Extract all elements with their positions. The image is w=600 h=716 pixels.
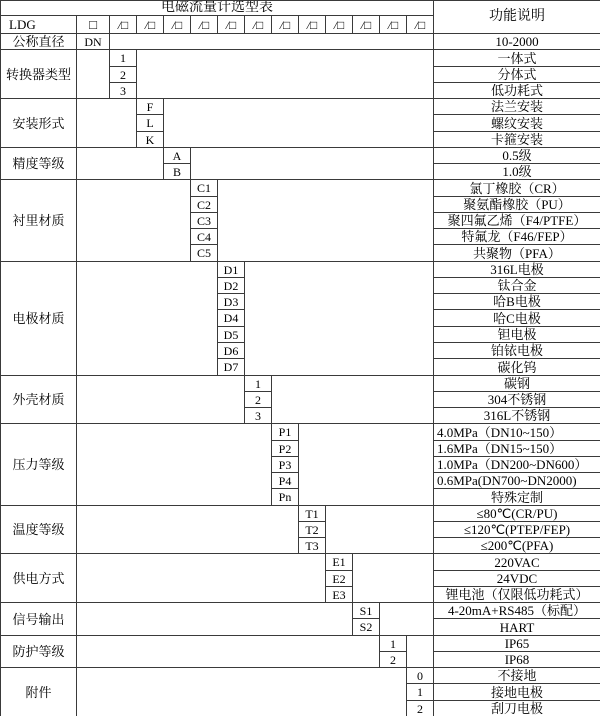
blank-cell — [110, 34, 433, 49]
model-slot-cell: /□ — [191, 16, 217, 33]
code-cell: S1 — [353, 603, 379, 618]
function-cell: 碳化钨 — [434, 359, 600, 375]
function-cell: ≤120℃(PTEP/FEP) — [434, 522, 600, 537]
function-cell: 法兰安装 — [434, 99, 600, 114]
code-cell: 2 — [380, 652, 406, 667]
code-cell: K — [137, 132, 163, 147]
code-cell: D1 — [218, 262, 244, 277]
blank-cell — [272, 376, 433, 423]
group-label: 供电方式 — [1, 554, 76, 602]
blank-cell — [407, 636, 433, 667]
blank-cell — [218, 180, 433, 261]
function-cell: 4.0MPa（DN10~150） — [434, 424, 600, 440]
function-cell: 低功耗式 — [434, 83, 600, 98]
blank-cell — [380, 603, 433, 635]
code-cell: C4 — [191, 229, 217, 244]
blank-cell — [77, 180, 190, 261]
function-cell: IP65 — [434, 636, 600, 651]
model-slot-cell: /□ — [110, 16, 136, 33]
group-label: 信号输出 — [1, 603, 76, 635]
model-slot-cell: /□ — [164, 16, 190, 33]
function-cell: 哈B电极 — [434, 294, 600, 309]
function-cell: 特殊定制 — [434, 489, 600, 505]
group-label: 转换器类型 — [1, 50, 76, 98]
group-label: 外壳材质 — [1, 376, 76, 423]
code-cell: P3 — [272, 457, 298, 472]
group-label: 电极材质 — [1, 262, 76, 375]
blank-cell — [77, 554, 325, 602]
function-cell: ≤80℃(CR/PU) — [434, 506, 600, 521]
function-cell: 氯丁橡胶（CR） — [434, 180, 600, 196]
code-cell: E3 — [326, 587, 352, 602]
code-cell: D3 — [218, 294, 244, 309]
function-cell: 一体式 — [434, 50, 600, 66]
blank-cell — [77, 50, 109, 98]
model-box-cell: □ — [77, 16, 109, 33]
code-cell: B — [164, 164, 190, 179]
code-cell: S2 — [353, 619, 379, 635]
code-cell: DN — [77, 34, 109, 49]
model-slot-cell: /□ — [326, 16, 352, 33]
function-cell: 0.6MPa(DN700~DN2000) — [434, 473, 600, 488]
function-cell: 1.0级 — [434, 164, 600, 179]
group-label: 温度等级 — [1, 506, 76, 553]
function-cell: HART — [434, 619, 600, 635]
blank-cell — [353, 554, 433, 602]
function-cell: 不接地 — [434, 668, 600, 683]
code-cell: P4 — [272, 473, 298, 488]
group-label: 衬里材质 — [1, 180, 76, 261]
function-cell: 螺纹安装 — [434, 115, 600, 131]
code-cell: P2 — [272, 441, 298, 456]
blank-cell — [77, 376, 244, 423]
function-cell: 220VAC — [434, 554, 600, 570]
model-slot-cell: /□ — [137, 16, 163, 33]
code-cell: E2 — [326, 571, 352, 586]
function-cell: ≤200℃(PFA) — [434, 538, 600, 553]
code-cell: C1 — [191, 180, 217, 196]
function-cell: 316L不锈钢 — [434, 408, 600, 423]
function-cell: 刮刀电极 — [434, 701, 600, 716]
model-slot-cell: /□ — [245, 16, 271, 33]
group-label: 安装形式 — [1, 99, 76, 147]
group-label: 精度等级 — [1, 148, 76, 179]
function-cell: 特氟龙（F46/FEP） — [434, 229, 600, 244]
code-cell: P1 — [272, 424, 298, 440]
function-header: 功能说明 — [434, 1, 600, 33]
function-cell: 哈C电极 — [434, 310, 600, 326]
code-cell: E1 — [326, 554, 352, 570]
blank-cell — [77, 603, 352, 635]
function-cell: 铂铱电极 — [434, 343, 600, 358]
blank-cell — [299, 424, 433, 505]
code-cell: D6 — [218, 343, 244, 358]
code-cell: T1 — [299, 506, 325, 521]
group-label: 公称直径 — [1, 34, 76, 49]
function-cell: 10-2000 — [434, 34, 600, 49]
blank-cell — [77, 99, 136, 147]
function-cell: 1.6MPa（DN15~150） — [434, 441, 600, 456]
function-cell: 聚氨酯橡胶（PU） — [434, 197, 600, 212]
blank-cell — [164, 99, 433, 147]
function-cell: 碳钢 — [434, 376, 600, 391]
function-cell: 卡箍安装 — [434, 132, 600, 147]
blank-cell — [77, 262, 217, 375]
model-slot-cell: /□ — [272, 16, 298, 33]
code-cell: 1 — [407, 684, 433, 700]
blank-cell — [326, 506, 433, 553]
code-cell: F — [137, 99, 163, 114]
code-cell: D2 — [218, 278, 244, 293]
function-cell: 聚四氟乙烯（F4/PTFE） — [434, 213, 600, 228]
code-cell: Pn — [272, 489, 298, 505]
code-cell: C3 — [191, 213, 217, 228]
table-title: 电磁流量计选型表 — [1, 1, 433, 15]
code-cell: C2 — [191, 197, 217, 212]
function-cell: 钽电极 — [434, 327, 600, 342]
code-cell: 1 — [380, 636, 406, 651]
blank-cell — [77, 148, 163, 179]
function-cell: 锂电池（仅限低功耗式） — [434, 587, 600, 602]
code-cell: 1 — [245, 376, 271, 391]
code-cell: 2 — [245, 392, 271, 407]
function-cell: 分体式 — [434, 67, 600, 82]
group-label: 附件 — [1, 668, 76, 716]
blank-cell — [245, 262, 433, 375]
blank-cell — [137, 50, 433, 98]
model-slot-cell: /□ — [299, 16, 325, 33]
function-cell: 1.0MPa（DN200~DN600） — [434, 457, 600, 472]
function-cell: 接地电极 — [434, 684, 600, 700]
function-cell: 0.5级 — [434, 148, 600, 163]
function-cell: 共聚物（PFA） — [434, 245, 600, 261]
code-cell: D7 — [218, 359, 244, 375]
function-cell: 4-20mA+RS485（标配） — [434, 603, 600, 618]
model-slot-cell: /□ — [353, 16, 379, 33]
model-slot-cell: /□ — [380, 16, 406, 33]
code-cell: D5 — [218, 327, 244, 342]
group-label: 压力等级 — [1, 424, 76, 505]
code-cell: T2 — [299, 522, 325, 537]
blank-cell — [191, 148, 433, 179]
blank-cell — [77, 636, 379, 667]
code-cell: 2 — [407, 701, 433, 716]
function-cell: 304不锈钢 — [434, 392, 600, 407]
code-cell: C5 — [191, 245, 217, 261]
model-slot-cell: /□ — [218, 16, 244, 33]
function-cell: 24VDC — [434, 571, 600, 586]
code-cell: A — [164, 148, 190, 163]
code-cell: T3 — [299, 538, 325, 553]
blank-cell — [77, 668, 406, 716]
model-slot-cell: /□ — [407, 16, 433, 33]
code-cell: 3 — [110, 83, 136, 98]
blank-cell — [77, 424, 271, 505]
code-cell: 1 — [110, 50, 136, 66]
function-cell: 316L电极 — [434, 262, 600, 277]
code-cell: 0 — [407, 668, 433, 683]
code-cell: L — [137, 115, 163, 131]
function-cell: IP68 — [434, 652, 600, 667]
function-cell: 钛合金 — [434, 278, 600, 293]
blank-cell — [77, 506, 298, 553]
group-label: 防护等级 — [1, 636, 76, 667]
model-prefix-cell: LDG — [1, 16, 76, 33]
code-cell: D4 — [218, 310, 244, 326]
code-cell: 2 — [110, 67, 136, 82]
code-cell: 3 — [245, 408, 271, 423]
